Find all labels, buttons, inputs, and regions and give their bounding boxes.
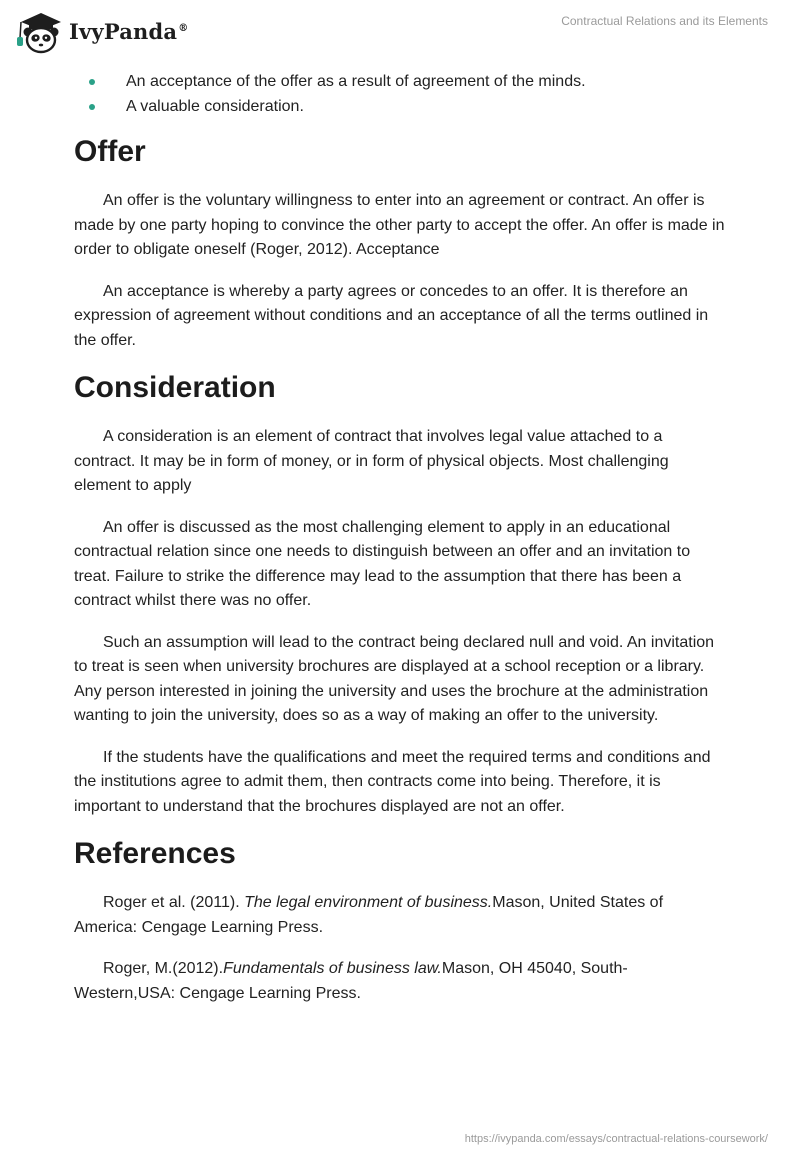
brand-name: IvyPanda® (69, 18, 189, 44)
paragraph: Such an assumption will lead to the contract being declared null and void. An invitation to treat is seen when university brochures are displayed at a school reception or a library. Any person interested in joining the university and uses the brochure at the administration wanting to join the university, does so as a way of making an offer to the university. (74, 633, 715, 724)
list-item: An acceptance of the offer as a result of agreement of the minds. (74, 70, 726, 95)
bullet-dot-icon (89, 104, 95, 110)
list-item: A valuable consideration. (74, 95, 726, 120)
reference-item: Roger et al. (2011). The legal environment of business.Mason, United States of America: Cengage Learning Press. (74, 894, 664, 936)
panda-graduate-logo-icon (15, 8, 63, 54)
section-heading-consideration: Consideration (74, 371, 276, 404)
document-title: Contractual Relations and its Elements (561, 14, 768, 28)
paragraph: If the students have the qualifications and meet the required terms and conditions and the institutions agree to admit them, then contracts come into being. Therefore, it is important to understand that the brochures displayed are not an offer. (74, 748, 711, 815)
reference-item: Roger, M.(2012).Fundamentals of business law.Mason, OH 45040, South-Western,USA: Cengage Learning Press. (74, 960, 628, 1002)
bullet-list (74, 70, 726, 119)
section-heading-references: References (74, 837, 236, 870)
essay-content (74, 70, 726, 1006)
section-heading-offer: Offer (74, 135, 146, 168)
paragraph: A consideration is an element of contract that involves legal value attached to a contract. It may be in form of money, or in form of physical objects. Most challenging element to apply (74, 428, 669, 494)
paragraph: An offer is the voluntary willingness to enter into an agreement or contract. An offer is made by one party hoping to convince the other party to accept the offer. An offer is made in order to obligate oneself (Roger, 2012). Acceptance (74, 192, 725, 258)
page-header (0, 0, 800, 60)
paragraph: An acceptance is whereby a party agrees or concedes to an offer. It is therefore an expression of agreement without conditions and an acceptance of all the terms outlined in the offer. (74, 282, 709, 349)
bullet-dot-icon (89, 79, 95, 85)
brand-logo[interactable] (15, 8, 188, 54)
paragraph: An offer is discussed as the most challenging element to apply in an educational contractual relation since one needs to distinguish between an offer and an invitation to treat. Failure to strike the difference may lead to the assumption that there has been a contract whilst there was no offer. (74, 518, 691, 609)
source-url[interactable]: https://ivypanda.com/essays/contractual-relations-coursework/ (464, 1133, 768, 1145)
